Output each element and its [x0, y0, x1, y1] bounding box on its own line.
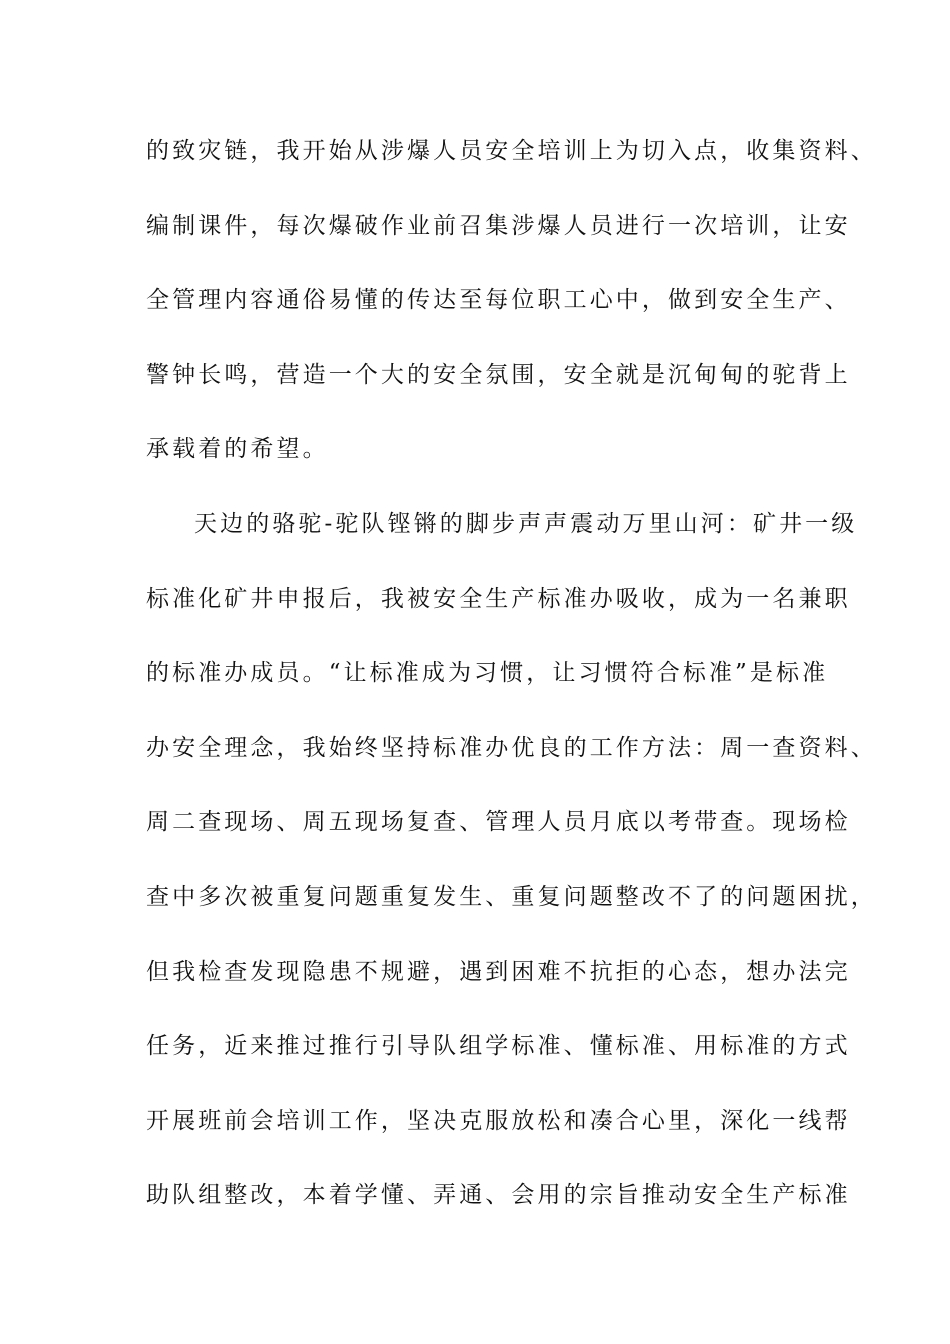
text-line: 开展班前会培训工作，坚决克服放松和凑合心里，深化一线帮	[146, 1107, 851, 1134]
text-line: 但我检查发现隐患不规避，遇到困难不抗拒的心态，想办法完	[146, 958, 851, 985]
text-line: 标准化矿井申报后，我被安全生产标准办吸收，成为一名兼职	[146, 585, 851, 612]
text-line: 周二查现场、周五现场复查、管理人员月底以考带查。现场检	[146, 809, 851, 836]
text-line: 任务，近来推过推行引导队组学标准、懂标准、用标准的方式	[146, 1033, 851, 1060]
text-line: 的致灾链，我开始从涉爆人员安全培训上为切入点，收集资料、	[146, 138, 877, 164]
text-line: 编制课件，每次爆破作业前召集涉爆人员进行一次培训，让安	[146, 212, 851, 239]
text-line: 办安全理念，我始终坚持标准办优良的工作方法：周一查资料、	[146, 734, 877, 761]
text-line: 的标准办成员。“让标准成为习惯，让习惯符合标准”是标准	[146, 660, 829, 687]
paragraph-first-line: 天边的骆驼-驼队铿锵的脚步声声震动万里山河：矿井一级	[194, 510, 858, 537]
text-line: 查中多次被重复问题重复发生、重复问题整改不了的问题困扰，	[146, 883, 877, 910]
text-line: 助队组整改，本着学懂、弄通、会用的宗旨推动安全生产标准	[146, 1182, 851, 1209]
text-line: 承载着的希望。	[146, 436, 329, 463]
text-line: 全管理内容通俗易懂的传达至每位职工心中，做到安全生产、	[146, 287, 851, 314]
text-line: 警钟长鸣，营造一个大的安全氛围，安全就是沉甸甸的驼背上	[146, 361, 851, 388]
document-body	[146, 126, 877, 1245]
